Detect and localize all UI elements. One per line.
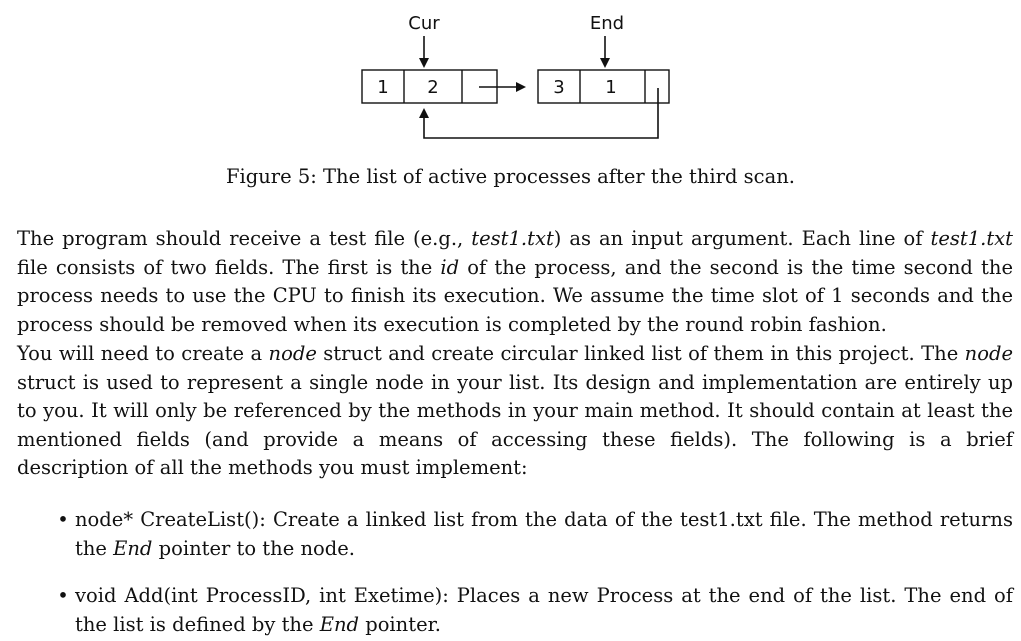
p1-text-3: file consists of two fields. The first is the (17, 255, 441, 279)
b1-end-term: End (113, 536, 153, 560)
end-pointer-label: End (589, 13, 625, 34)
bullet-text (75, 582, 1013, 639)
bullet-dot: • (57, 584, 69, 607)
node-1-field-b: 2 (427, 77, 439, 98)
p2-node-term-2: node (964, 342, 1013, 365)
circular-link-arrow (424, 88, 658, 138)
list-node-1 (362, 70, 497, 103)
b1-text-1: node* CreateList(): Create a linked list from the data of the test1.txt file. The method returns the (75, 508, 1013, 560)
p1-text-1: The program should receive a test file (e.g., (17, 227, 472, 250)
p2-text-3: struct is used to represent a single node in your list. Its design and implementation are entirely up to you. It will only be referenced by the methods in your main method. It should contain at least the mentioned fields (and provide a means of accessing these fields). The following is a brief description of all the methods you must implement: (17, 370, 1013, 480)
p1-text-4: of the process, and the second is the time second the process needs to use the CPU to finish its execution. We assume the time slot of 1 seconds and the process should be removed when its execution is completed by the round robin fashion. (17, 255, 1013, 336)
node-2-field-b: 1 (605, 77, 617, 98)
p1-filename-1: test1.txt (471, 227, 554, 250)
bullet-text (75, 506, 1013, 563)
p2-node-term-1: node (268, 342, 317, 365)
p1-id-term: id (440, 255, 460, 279)
p1-text-2: ) as an input argument. Each line of (553, 227, 931, 250)
node-2-field-a: 3 (553, 77, 565, 98)
figure-caption: Figure 5: The list of active processes after the third scan. (226, 165, 795, 188)
bullet-dot: • (57, 508, 69, 531)
list-node-2 (538, 70, 669, 103)
b2-end-term: End (319, 612, 360, 636)
b1-text-2: pointer to the node. (152, 536, 355, 560)
paragraph-node-struct (17, 340, 1013, 483)
p2-text-2: struct and create circular linked list of them in this project. The (316, 342, 965, 365)
p2-text-1: You will need to create a (17, 342, 269, 365)
node-1-field-a: 1 (377, 77, 389, 98)
paragraph-test-file (17, 225, 1013, 339)
b2-text-2: pointer. (359, 612, 441, 636)
b2-text-1: void Add(int ProcessID, int Exetime): Places a new Process at the end of the list. The end of the list is defined by the (75, 584, 1013, 636)
cur-pointer-label: Cur (408, 13, 440, 34)
p1-filename-2: test1.txt (930, 227, 1014, 250)
